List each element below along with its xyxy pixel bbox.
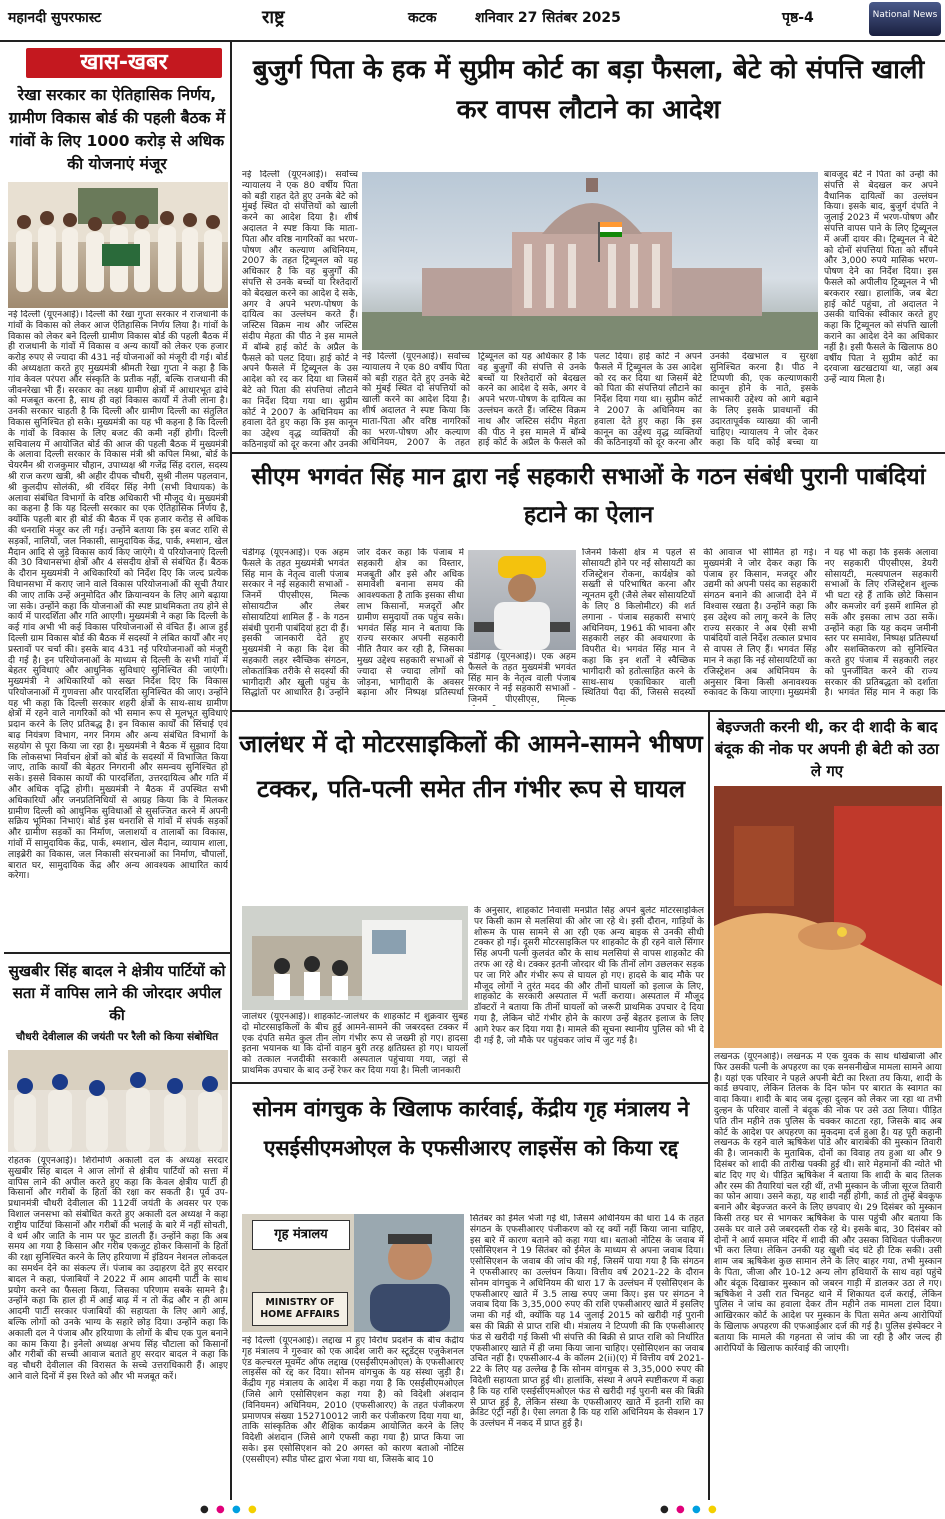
top-body-right: बावजूद बेटे ने पिता को उन्हीं की संपत्ति से बेदखल कर अपने वैधानिक दायित्वों का उल्लंघन किया। इसके बाद, बुजुर्ग दंपति ने जुलाई 2023 में भरण-पोषण और संपत्ति वापस पाने के लिए ट्रिब्यूनल में अर्जी दायर की। ट्रिब्यूनल ने बेटे को दोनों संपत्तियां पिता को सौंपने और 3,000 रुपये मासिक भरण-पोषण देने का निर्देश दिया। इस फैसले को अपीलीय ट्रिब्यूनल ने भी बरकरार रखा। हालांकि, जब बेटा हाई कोर्ट पहुंचा, तो अदालत ने उसकी याचिका स्वीकार करते हुए कहा कि ट्रिब्यूनल को संपत्ति खाली कराने का आदेश देने का अधिकार नहीं है। इसी फैसले के खिलाफ 80 वर्षीय पिता ने सुप्रीम कोर्ट का दरवाजा खटखटाया था, जहां अब उन्हें न्याय मिला है। [824, 170, 938, 386]
section-name: राष्ट्र [262, 7, 285, 28]
sonam-body-right: सितंबर को ईमेल भेजी गई थी, जिसमें अधिनियम की धारा 14 के तहत संगठन के एफसीआरए पंजीकरण को रद्द क्यों नहीं किया जाना चाहिए, इस बारे में कारण बताने को कहा गया था। बताओ नोटिस के जवाब में एसोसिएशन ने 19 सितंबर को ईमेल के माध्यम से अपना जवाब दिया। एसोसिएशन के जवाब की जांच की गई, जिसमें पाया गया है कि संगठन ने एफसीआरए का उल्लंघन किया। वित्तीय वर्ष 2021-22 के दौरान सोनम वांगचुक ने अधिनियम की धारा 17 के उल्लंघन में एसोसिएशन के एफसीआरए खाते में 3.5 लाख रुपए जमा किए। इस पर संगठन ने जवाब दिया कि 3,35,000 रुपए की राशि एफसीआरए खाते में इसलिए जमा की गई थी, क्योंकि यह 14 जुलाई 2015 को खरीदी गई पुरानी बस की बिक्री से प्राप्त राशि थी। मंत्रालय ने टिप्पणी की कि एफसीआरए फंड से खरीदी गई किसी भी संपत्ति की बिक्री से प्राप्त राशि को निर्धारित एफसीआरए खाते में ही जमा किया जाना चाहिए। एसोसिएशन का जवाब उचित नहीं है। एफसीआर-4 के कॉलम 2(ii)(ए) में वित्तीय वर्ष 2021-22 के लिए यह उल्लेख है कि सोनम वांगचुक से 3,35,000 रुपए की विदेशी सहायता प्राप्त हुई थी। हालांकि, संस्था ने अपने स्पष्टीकरण में कहा है कि यह राशि एसईसीएमओएल फंड से खरीदी गई पुरानी बस की बिक्री से प्राप्त हुई है, लेकिन संस्था के एफसीआरए खाते में इतनी राशि का क्रेडिट एंट्री नहीं है। ऐसा लगता है कि यह राशि अधिनियम के सेक्शन 17 के उल्लंघन में नकद में प्राप्त हुई है। [470, 1214, 704, 1430]
jalandhar-headline: जालंधर में दो मोटरसाइकिलों की आमने-सामने भीषण टक्कर, पति-पत्नी समेत तीन गंभीर रूप से घायल [239, 730, 703, 803]
section-rule [232, 710, 945, 712]
sonam-headline: सोनम वांगचुक के खिलाफ कार्रवाई, केंद्रीय गृह मंत्रालय ने एसईसीएमओएल के एफसीआरए लाइसेंस को किया रद्द [252, 1097, 690, 1160]
mann-body-right: जिनमें किसी क्षेत्र में पहले से सोसायटी होने पर नई सोसायटी का रजिस्ट्रेशन रोकना, कार्यक्षेत्र को सख्ती से परिभाषित करना और न्यूनतम दूरी (जैसे लेबर सोसायटियों के लिए 8 किलोमीटर) की शर्त लगाना - पंजाब सहकारी सभाएं अधिनियम, 1961 की भावना और सहकारी लहर की अवधारणा के विपरीत थे। भगवंत सिंह मान ने कहा कि इन शर्तों ने स्वैच्छिक भागीदारी को हतोत्साहित करने के साथ-साथ एकाधिकार वाली स्थितियां पैदा कीं, जिससे सदस्यों की आवाज भी सीमित हो गई। मुख्यमंत्री ने जोर देकर कहा कि पंजाब हर किसान, मजदूर और उद्यमी को अपनी पसंद का सहकारी संगठन बनाने की आजादी देने में विश्वास रखता है। उन्होंने कहा कि इस उद्देश्य को लागू करने के लिए राज्य सरकार ने अब ऐसी सभी पाबंदियों वाले निर्देश तत्काल प्रभाव से वापस ले लिए हैं। भगवंत सिंह मान ने कहा कि नई सोसायटियों का रजिस्ट्रेशन अब अधिनियम के अनुसार बिना किसी अनावश्यक रुकावट के किया जाएगा। मुख्यमंत्री ने यह भी कहा कि इसके अलावा नए सहकारी पीएसीएस, डेयरी सोसायटी, मत्स्यपालन सहकारी सभाओं के लिए रजिस्ट्रेशन शुल्क भी घटा रहे हैं ताकि छोटे किसान और कमजोर वर्ग इसमें शामिल हो सकें और इसका लाभ उठा सकें। उन्होंने कहा कि यह कदम जमीनी स्तर पर समावेश, निष्पक्ष प्रतिस्पर्धा और सशक्तिकरण को सुनिश्चित करते हुए पंजाब में सहकारी लहर को पुनर्जीवित करने की राज्य सरकार की प्रतिबद्धता को दर्शाता है। भगवंत सिंह मान ने कहा कि [582, 548, 938, 699]
side-headline: बेइज्जती करनी थी, कर दी शादी के बाद बंदूक की नोक पर अपनी ही बेटी को उठा ले गए [715, 718, 939, 780]
bhagwant-mann-photo [468, 550, 576, 650]
accident-photo [242, 906, 468, 1010]
story2-body: रोहतक (यूएनआई)। शिरोमणि अकाली दल के अध्यक्ष सरदार सुखबीर सिंह बादल ने आज लोगों से क्षेत्रीय पार्टियों को सत्ता में वापिस लाने की अपील करते हुए कहा कि केवल क्षेत्रीय पार्टी ही किसानों और गरीबों के हितों की रक्षा कर सकती है। पूर्व उप-प्रधानमंत्री चौधरी देवीलाल की 112वीं जयंती के अवसर पर एक विशाल जनसभा को संबोधित करते हुए अकाली दल अध्यक्ष ने कहा राष्ट्रीय पार्टियां किसानों और गरीबों की भलाई के बारे में नहीं सोचती, वे धर्म और जाति के नाम पर फूट डालती हैं। उन्होंने कहा कि अब समय आ गया है किसान और गरीब एकजुट होकर किसानों के हितों की रक्षा सुनिश्चित करने के लिए हरियाणा में इंडियन नेशनल लोकदल का समर्थन देने का संकल्प लें। पंजाब का उदाहरण देते हुए सरदार बादल ने कहा, पंजाबियों ने 2022 में आम आदमी पार्टी के साथ प्रयोग करने का फैसला किया, जिसका परिणाम सबके सामने है। उन्होंने कहा कि हाल ही में आई बाढ़ में न तो केंद्र और न ही आम आदमी पार्टी सरकार पंजाबियों की सहायता के लिए आगे आई, बल्कि लोगों को उनके भाग्य के सहारे छोड़ दिया। उन्होंने कहा कि अकाली दल ने पंजाब और हरियाणा के लोगों के बीच एक पुल बनाने का काम किया है। इनेलो अध्यक्ष अभय सिंह चौटाला को किसानों और गरीबों की सच्ची आवाज बताते हुए सरदार बादल ने कहा कि वह चौधरी देवीलाल की विरासत के सच्चे उत्तराधिकारी हैं। आइए आने वाले दिनों में इस रिश्ते को और भी मजबूत करें। [8, 1156, 228, 1382]
section-rule [232, 1082, 708, 1084]
ministry-sign-hindi: गृह मंत्रालय [252, 1220, 350, 1250]
story1-headline: रेखा सरकार का ऐतिहासिक निर्णय, ग्रामीण विकास बोर्ड की पहली बैठक में गांवों के लिए 1000 करोड़ से अधिक की योजनाएं मंजूर [8, 86, 226, 173]
column-rule [230, 42, 232, 1500]
mann-headline: सीएम भगवंत सिंह मान द्वारा नई सहकारी सभाओं के गठन संबंधी पुरानी पाबंदियां हटाने का ऐलान [251, 464, 926, 528]
sonam-body-left: नई दिल्ली (यूएनआई)। लद्दाख में हुए विरोध प्रदर्शन के बीच केंद्रीय गृह मंत्रालय ने गुरुवार को एक आदेश जारी कर स्टूडेंट्स एजुकेशनल एंड कल्चरल मूवमेंट ऑफ लद्दाख (एसईसीएमओएल) के एफसीआरए लाइसेंस को रद्द कर दिया। सोनम वांगचुक के यह संस्था जुड़ी है। केंद्रीय गृह मंत्रालय के आदेश में कहा गया है कि एसईसीएमओएल (जिसे आगे एसोसिएशन कहा गया है) को विदेशी अंशदान (विनियमन) अधिनियम, 2010 (एफसीआरए) के तहत पंजीकरण प्रमाणपत्र संख्या 152710012 जारी कर पंजीकरण दिया गया था, ताकि सांस्कृतिक और शैक्षिक कार्यक्रम आयोजित करने के लिए विदेशी अंशदान (जिसे आगे एफसी कहा गया है) प्राप्त किया जा सके। इस एसोसिएशन को 20 अगस्त को कारण बताओ नोटिस (एससीएन) स्पीड पोस्ट द्वारा भेजा गया था, जिसके बाद 10 [242, 1336, 464, 1465]
mann-body-mid: चंडीगढ़ (यूएनआई)। एक अहम फैसले के तहत मुख्यमंत्री भगवंत सिंह मान के नेतृत्व वाली पंजाब सरकार ने नई सहकारी सभाओं - जिनमें पीएसीएस, मिल्क [468, 652, 576, 706]
story2-subhead: चौधरी देवीलाल की जयंती पर रैली को किया संबोधित [15, 1031, 219, 1043]
page-header [0, 0, 945, 42]
rally-photo [8, 1050, 228, 1152]
section-rule [232, 452, 945, 454]
wedding-photo [714, 786, 942, 1048]
column-rule [708, 712, 710, 1500]
print-register-bar: ● ● ● ● ● ● ● ● [200, 1504, 718, 1515]
home-ministry-photo [242, 1214, 464, 1332]
story2-headline: सुखबीर सिंह बादल ने क्षेत्रीय पार्टियों को सता में वापिस लाने की जोरदार अपील की [8, 962, 226, 1024]
channel-logo: National News [869, 2, 941, 36]
city-name: कटक [408, 10, 437, 26]
issue-date: शनिवार 27 सितंबर 2025 [475, 10, 621, 26]
page-number: पृष्ठ-4 [782, 10, 814, 26]
paper-name: महानदी सुपरफास्ट [8, 10, 102, 26]
supreme-court-photo [362, 172, 818, 350]
story1-body: नई दिल्ली (यूएनआई)। दिल्ली की रेखा गुप्ता सरकार ने राजधानी के गांवों के विकास को लेकर आज ऐतिहासिक निर्णय लिया है। गांवों के विकास को लेकर बने दिल्ली ग्रामीण विकास बोर्ड की पहली बैठक में ही राजधानी के गांवों में विकास व अन्य कार्यों को लेकर एक हजार करोड़ रुपए से ज्यादा की 431 नई योजनाओं को मंजूरी दी गई। बोर्ड की अध्यक्षता करते हुए मुख्यमंत्री श्रीमती रेखा गुप्ता ने कहा है कि गांव केवल परंपरा और संस्कृति के प्रतीक नहीं, बल्कि राजधानी की जीवनरेखा भी हैं। सरकार का लक्ष्य ग्रामीण क्षेत्रों में आधारभूत ढांचे को मजबूत करना है, साथ ही वहां विकास कार्यों में तेजी लाना है। उनकी सरकार चाहती है कि दिल्ली और ग्रामीण दिल्ली का संतुलित विकास सुनिश्चित हो सके। मुख्यमंत्री का यह भी कहना है कि दिल्ली के गांवों के विकास के लिए बजट की कमी नहीं होगी। दिल्ली सचिवालय में आयोजित बोर्ड की आज की पहली बैठक में मुख्यमंत्री के अलावा दिल्ली सरकार के विकास मंत्री श्री कपिल मिश्रा, बोर्ड के चेयरमैन श्री राजकुमार चौहान, उपाध्यक्ष श्री गजेंद्र सिंह दराल, सदस्य श्री राज करण खत्री, श्री अहीर दीपक चौधरी, सुश्री नीलम पहलवान, श्री कुलदीप सोलंकी, श्री रविंदर सिंह नेगी (सभी विधायक) के अलावा संबंधित विभागों के वरिष्ठ अधिकारी भी मौजूद थे। मुख्यमंत्री का कहना है कि यह दिल्ली सरकार का एक ऐतिहासिक निर्णय है, क्योंकि पहली बार ही बोर्ड की बैठक में एक हजार करोड़ से अधिक की धनराशि मंजूर कर ली गई। उन्होंने बताया कि इस बजट राशि से सड़कों, नालियों, जल निकासी, सामुदायिक केंद्र, पार्क, श्मशान, खेल मैदान आदि से जुड़े विकास कार्य किए जाएंगे। ये परियोजनाएं दिल्ली की 30 विधानसभा क्षेत्रों और 4 संसदीय क्षेत्रों से संबंधित हैं। बैठक के दौरान मुख्यमंत्री ने अधिकारियों को निर्देश दिए कि जल्द प्रत्येक विधानसभा में कराए जाने वाले विकास परियोजनाओं की सूची तैयार की जाए ताकि उन्हें अनुमोदित और क्रियान्वयन के लिए आगे बढ़ाया जा सके। उन्होंने कहा कि योजनाओं की स्पष्ट प्राथमिकता तय होने से कार्य में पारदर्शिता और गति आएगी। मुख्यमंत्री ने कहा कि दिल्ली के कई गांव अभी भी कई विकास परियोजनाओं से वंचित हैं। आज हुई दिल्ली ग्राम विकास बोर्ड की बैठक में सदस्यों ने लंबित कार्यों और नए प्रस्तावों पर चर्चा की। इसके बाद 431 नई परियोजनाओं को मंजूरी दी गई है। इन परियोजनाओं के माध्यम से दिल्ली के सभी गांवों में बेहतर सुविधाएं और आधुनिक सुविधाएं सुनिश्चित की जाएंगी। मुख्यमंत्री ने अधिकारियों को सख्त निर्देश दिए कि विकास परियोजनाओं में गुणवत्ता और पारदर्शिता सुनिश्चित की जाए। उन्होंने यह भी कहा कि दिल्ली सरकार शहरी क्षेत्रों के साथ-साथ ग्रामीण क्षेत्रों में रहने वाले नागरिकों को भी समान रूप से मूलभूत सुविधाएं प्रदान करने के लिए प्रतिबद्ध है। इन विकास कार्यों की सिंचाई एवं बाढ़ नियंत्रण विभाग, नगर निगम और अन्य संबंधित विभागों के सहयोग से पूरा किया जा रहा है। मुख्यमंत्री ने बैठक में सुझाव दिया कि लोकसभा निर्वाचन क्षेत्रों को बोर्ड के सदस्यों में विभाजित किया जाए, ताकि कार्यों की बेहतर निगरानी और समन्वय सुनिश्चित हो सके। इससे विकास कार्यों की पारदर्शिता, उत्तरदायित्व और गति में और अधिक वृद्धि होगी। मुख्यमंत्री ने बैठक में उपस्थित सभी अधिकारियों और जनप्रतिनिधियों से आग्रह किया कि वे मिलकर ग्रामीण दिल्ली को आधुनिक सुविधाओं से सुसज्जित करने में अपनी सक्रिय भूमिका निभाएं। बोर्ड इस धनराशि से गांवों में संपर्क सड़कों और ग्रामीण सड़कों का निर्माण, जलाशयों व तालाबों का विकास, गांवों में सामुदायिक केंद्र, पार्क, श्मशान, खेल मैदान, व्यायाम शाला, लाइब्रेरी का विकास, जल निकासी संरचनाओं का निर्माण, चौपालों, बारात घर, सामुदायिक केंद्र और अन्य आवश्यक आधारित कार्य करेगा। [8, 310, 228, 882]
top-headline: बुजुर्ग पिता के हक में सुप्रीम कोर्ट का बड़ा फैसला, बेटे को संपत्ति खाली कर वापस लौटाने का आदेश [252, 55, 925, 125]
jalandhar-body-right: के अनुसार, शाहकोट निवासी मनप्रीत सिंह अपने बुलेट मोटरसाइकिल पर किसी काम से मलसियां की ओर जा रहे थे। इसी दौरान, गाड़ियों के शोरूम के पास सामने से आ रही एक अन्य बाइक से उनकी सीधी टक्कर हो गई। दूसरी मोटरसाइकिल पर शाहकोट के ही रहने वाले सिंगार सिंह अपनी पत्नी कुलवंत कौर के साथ मलसियां से वापस शाहकोट की तरफ आ रहे थे। टक्कर इतनी जोरदार थी कि तीनों लोग उछलकर सड़क पर जा गिरे और गंभीर रूप से घायल हो गए। हादसे के बाद मौके पर मौजूद लोगों ने तुरंत मदद की और तीनों घायलों को इलाज के लिए, शाहकोट के सरकारी अस्पताल में भर्ती कराया। अस्पताल में मौजूद डॉक्टरों ने बताया कि तीनों घायलों को जरूरी प्राथमिक उपचार दे दिया गया है, लेकिन चोटें गंभीर होने के कारण उन्हें बेहतर इलाज के लिए आगे रेफर कर दिया गया है। मामले की सूचना स्थानीय पुलिस को भी दे दी गई है, जो मौके पर पहुंचकर जांच में जुट गई है। [474, 906, 704, 1046]
ministry-sign-english: MINISTRY OF HOME AFFAIRS [252, 1292, 348, 1326]
top-body-lower: नई दिल्ली (यूएनआई)। सर्वोच्च न्यायालय ने एक 80 वर्षीय पिता को बड़ी राहत देते हुए उनके बेटे को मुंबई स्थित दो संपत्तियों को खाली करने का आदेश दिया है। शीर्ष अदालत ने स्पष्ट किया कि माता-पिता और वरिष्ठ नागरिकों का भरण-पोषण और कल्याण अधिनियम, 2007 के तहत ट्रिब्यूनल को यह अधिकार है कि वह बुजुर्गों की संपत्ति से उनके बच्चों या रिश्तेदारों को बेदखल करने का आदेश दे सके, अगर वे अपने भरण-पोषण के दायित्व का उल्लंघन करते हैं। जस्टिस विक्रम नाथ और जस्टिस संदीप मेहता की पीठ ने इस मामले में बॉम्बे हाई कोर्ट के अप्रैल के फैसले को पलट दिया। हाई कोर्ट ने अपने फैसले में ट्रिब्यूनल के उस आदेश को रद कर दिया था जिसमें बेटे को पिता की संपत्तियां लौटाने का निर्देश दिया गया था। सुप्रीम कोर्ट ने 2007 के अधिनियम का हवाला देते हुए कहा कि इस कानून का उद्देश्य वृद्ध व्यक्तियों की कठिनाइयों को दूर करना और उनकी देखभाल व सुरक्षा सुनिश्चित करना है। पीठ ने टिप्पणी की, एक कल्याणकारी कानून होने के नाते, इसके लाभकारी उद्देश्य को आगे बढ़ाने के लिए इसके प्रावधानों की उदारतापूर्वक व्याख्या की जानी चाहिए। न्यायालय ने जोर देकर कहा कि यदि कोई बच्चा या [362, 352, 818, 449]
board-meeting-photo [8, 182, 228, 308]
khas-khabar-tag: खास-खबर [26, 48, 222, 78]
top-body-col1: नई दिल्ली (यूएनआई)। सर्वोच्च न्यायालय ने एक 80 वर्षीय पिता को बड़ी राहत देते हुए उनके बेटे को मुंबई स्थित दो संपत्तियों को खाली करने का आदेश दिया है। शीर्ष अदालत ने स्पष्ट किया कि माता-पिता और वरिष्ठ नागरिकों का भरण-पोषण और कल्याण अधिनियम, 2007 के तहत ट्रिब्यूनल को यह अधिकार है कि वह बुजुर्गों की संपत्ति से उनके बच्चों या रिश्तेदारों को बेदखल करने का आदेश दे सके, अगर वे अपने भरण-पोषण के दायित्व का उल्लंघन करते हैं। जस्टिस विक्रम नाथ और जस्टिस संदीप मेहता की पीठ ने इस मामले में बॉम्बे हाई कोर्ट के अप्रैल के फैसले को पलट दिया। हाई कोर्ट ने अपने फैसले में ट्रिब्यूनल के उस आदेश को रद कर दिया था जिसमें बेटे को पिता की संपत्तियां लौटाने का निर्देश दिया गया था। सुप्रीम कोर्ट ने 2007 के अधिनियम का हवाला देते हुए कहा कि इस कानून का उद्देश्य वृद्ध व्यक्तियों की कठिनाइयों को दूर करना और उनकी [242, 170, 358, 450]
side-body: लखनऊ (यूएनआई)। लखनऊ में एक युवक के साथ धोखेबाजी और फिर उसकी पत्नी के अपहरण का एक सनसनीखेज मामला सामने आया है। यहां एक परिवार ने पहले अपनी बेटी का रिश्ता तय किया, शादी के कार्ड छपवाए, लेकिन तिलक के दिन फोन पर बारात के स्वागत का वादा किया। शादी के बाद जब दूल्हा दुल्हन को लेकर जा रहा था तभी दुल्हन के परिवार वालों ने बंदूक की नोक पर उसे उठा लिया। पीड़ित पति तीन महीने तक पुलिस के चक्कर काटता रहा, जिसके बाद अब कोर्ट के आदेश पर अपहरण का मुकदमा दर्ज हुआ है। यह पूरी कहानी लखनऊ के रहने वाले ऋषिकेश पांडे और बाराबंकी की मुस्कान तिवारी की है। जानकारी के मुताबिक, दोनों का विवाह तय हुआ था और 9 दिसंबर को शादी की तारीख पक्की हुई थी। सारे मेहमानों की न्योते भी बांट दिए गए थे। पीड़ित ऋषिकेश ने बताया कि शादी के बाद तिलक और रस्म की तैयारियां चल रही थीं, तभी मुस्कान के जीजा सूरज तिवारी का फोन आया। उसने कहा, यह शादी नहीं होगी, कार्ड तो तुम्हें बेवकूफ बनाने और बेइज्जत करने के लिए छपवाए थे। 29 दिसंबर को मुस्कान किसी तरह घर से भागकर ऋषिकेश के पास पहुंची और बताया कि उसके घर वाले उसे जबरदस्ती रोक रहे थे। इसके बाद, 30 दिसंबर को दोनों ने आर्य समाज मंदिर में शादी की और उसका विधिवत पंजीकरण भी करा लिया। लेकिन उनकी यह खुशी चंद घंटे ही टिक सकी। उसी शाम जब ऋषिकेश कुछ सामान लेने के लिए बाहर गया, तभी मुस्कान के पिता, जीजा और 10-12 अन्य लोग हथियारों के साथ वहां पहुंचे और बंदूक दिखाकर मुस्कान को जबरन गाड़ी में डालकर उठा ले गए। ऋषिकेश ने उसी रात चिनहट थाने में शिकायत दर्ज कराई, लेकिन पुलिस ने जांच का हवाला देकर तीन महीने तक मामला टाल दिया। आखिरकार कोर्ट के आदेश पर मुस्कान के पिता समेत अन्य आरोपियों के खिलाफ अपहरण की एफआईआर दर्ज की गई है। पुलिस इंस्पेक्टर ने बताया कि मामले की गहनता से जांच की जा रही है और जल्द ही आरोपियों के खिलाफ कार्रवाई की जाएगी। [714, 1052, 942, 1354]
mann-body-left: चंडीगढ़ (यूएनआई)। एक अहम फैसले के तहत मुख्यमंत्री भगवंत सिंह मान के नेतृत्व वाली पंजाब सरकार ने नई सहकारी सभाओं - जिनमें पीएसीएस, मिल्क सोसायटीज और लेबर सोसायटियां शामिल हैं - के गठन संबंधी पुरानी पाबंदियां हटा दी हैं। इसकी जानकारी देते हुए मुख्यमंत्री ने कहा कि देश की सहकारी लहर स्वैच्छिक संगठन, लोकतांत्रिक तरीके से सदस्यों की भागीदारी और खुली पहुंच के सिद्धांतों पर आधारित है। उन्होंने जोर देकर कहा कि पंजाब में सहकारी क्षेत्र का विस्तार, मजबूती और इसे और अधिक समावेशी बनाना समय की आवश्यकता है ताकि इसका सीधा लाभ किसानों, मजदूरों और ग्रामीण समुदायों तक पहुंच सके। भगवंत सिंह मान ने बताया कि राज्य सरकार अपनी सहकारी नीति तैयार कर रही है, जिसका मुख्य उद्देश्य सहकारी सभाओं से ज्यादा से ज्यादा लोगों को जोड़ना, भागीदारी के अवसर बढ़ाना और निष्पक्ष प्रतिस्पर्धा [242, 548, 464, 699]
jalandhar-body-left: जालंधर (यूएनआई)। शाहकोट-जालंधर के शाहकोट में शुक्रवार सुबह दो मोटरसाइकिलों के बीच हुई आमने-सामने की जबरदस्त टक्कर में एक दंपति समेत कुल तीन लोग गंभीर रूप से जख्मी हो गए। हादसा इतना भयानक था कि दोनों वाहन बुरी तरह क्षतिग्रस्त हो गए। घायलों को तत्काल नजदीकी सरकारी अस्पताल पहुंचाया गया, जहां से प्राथमिक उपचार के बाद उन्हें रेफर कर दिया गया है। मिली जानकारी [242, 1012, 468, 1076]
section-rule [4, 952, 230, 954]
